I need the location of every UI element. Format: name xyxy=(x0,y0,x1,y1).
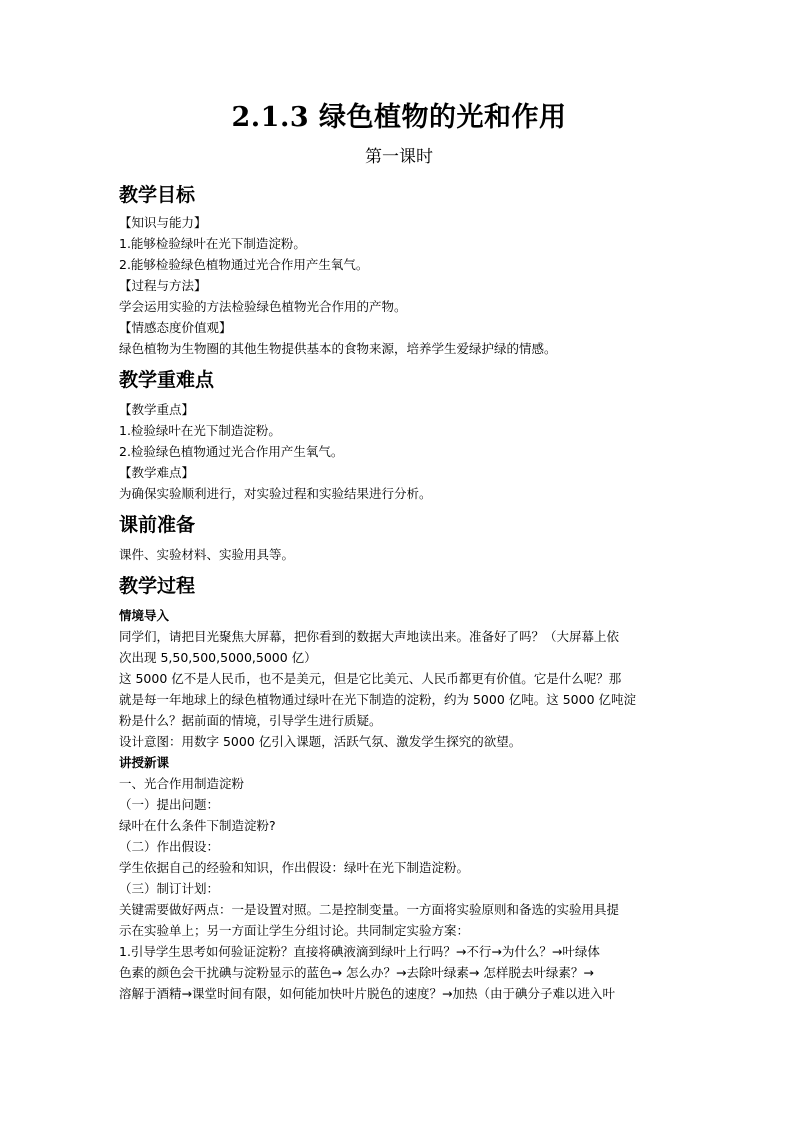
document-page xyxy=(119,100,679,1004)
intro-line-2b: 就是每一年地球上的绿色植物通过绿叶在光下制造的淀粉，约为 5000 亿吨。这 5000 亿吨淀 xyxy=(119,692,637,707)
key-points-section xyxy=(119,399,679,504)
plan-line-a: 关键需要做好两点：一是设置对照。二是控制变量。一方面将实验原则和备选的实验用具提 xyxy=(119,902,620,917)
document-subtitle: 第一课时 xyxy=(365,147,433,167)
attitude-text: 绿色植物为生物圈的其他生物提供基本的食物来源，培养学生爱绿护绿的情感。 xyxy=(119,341,557,356)
difficulty-label: 【教学难点】 xyxy=(119,465,195,480)
step-1-label: （一）提出问题： xyxy=(119,797,220,812)
process-text: 学会运用实验的方法检验绿色植物光合作用的产物。 xyxy=(119,299,407,314)
knowledge-item-1: 1.能够检验绿叶在光下制造淀粉。 xyxy=(119,236,306,251)
document-title: 2.1.3 绿色植物的光和作用 xyxy=(231,102,567,133)
section-heading-preparation: 课前准备 xyxy=(119,514,196,536)
key-item-1: 1.检验绿叶在光下制造淀粉。 xyxy=(119,423,281,438)
hypothesis-text: 学生依据自己的经验和知识，作出假设：绿叶在光下制造淀粉。 xyxy=(119,860,470,875)
process-label: 【过程与方法】 xyxy=(119,278,207,293)
intro-line-2a: 这 5000 亿不是人民币，也不是美元，但是它比美元、人民币都更有价值。它是什么呢？那 xyxy=(119,671,622,686)
plan-line-b: 示在实验单上；另一方面让学生分组讨论。共同制定实验方案： xyxy=(119,923,470,938)
design-intent: 设计意图：用数字 5000 亿引入课题，活跃气氛、激发学生探究的欲望。 xyxy=(119,734,522,749)
part-1-heading: 一、光合作用制造淀粉 xyxy=(119,776,245,791)
knowledge-item-2: 2.能够检验绿色植物通过光合作用产生氧气。 xyxy=(119,257,369,272)
knowledge-label: 【知识与能力】 xyxy=(119,215,207,230)
difficulty-text: 为确保实验顺利进行，对实验过程和实验结果进行分析。 xyxy=(119,486,432,501)
plan-1-line-b: 色素的颜色会干扰碘与淀粉显示的蓝色→ 怎么办？→去除叶绿素→ 怎样脱去叶绿素？→ xyxy=(119,965,594,980)
process-section xyxy=(119,605,679,1004)
section-heading-objectives: 教学目标 xyxy=(119,184,196,206)
section-heading-process: 教学过程 xyxy=(119,575,196,597)
intro-line-1a: 同学们，请把目光聚焦大屏幕，把你看到的数据大声地读出来。准备好了吗？（大屏幕上依 xyxy=(119,629,620,644)
section-heading-key-points: 教学重难点 xyxy=(119,369,215,391)
step-3-label: （三）制订计划： xyxy=(119,881,220,896)
key-label: 【教学重点】 xyxy=(119,402,195,417)
key-item-2: 2.检验绿色植物通过光合作用产生氧气。 xyxy=(119,444,344,459)
plan-1-line-a: 1.引导学生思考如何验证淀粉？直接将碘液滴到绿叶上行吗？→不行→为什么？→叶绿体 xyxy=(119,944,600,959)
question-text: 绿叶在什么条件下制造淀粉? xyxy=(119,818,276,833)
preparation-text: 课件、实验材料、实验用具等。 xyxy=(119,547,295,562)
objectives-section xyxy=(119,212,679,359)
intro-label: 情境导入 xyxy=(119,608,170,623)
step-2-label: （二）作出假设： xyxy=(119,839,220,854)
attitude-label: 【情感态度价值观】 xyxy=(119,320,232,335)
intro-line-2c: 粉是什么？据前面的情境，引导学生进行质疑。 xyxy=(119,713,382,728)
intro-line-1b: 次出现 5,50,500,5000,5000 亿） xyxy=(119,650,317,665)
new-lesson-label: 讲授新课 xyxy=(119,755,170,770)
plan-1-line-c: 溶解于酒精→课堂时间有限，如何能加快叶片脱色的速度？→加热（由于碘分子难以进入叶 xyxy=(119,986,615,1001)
